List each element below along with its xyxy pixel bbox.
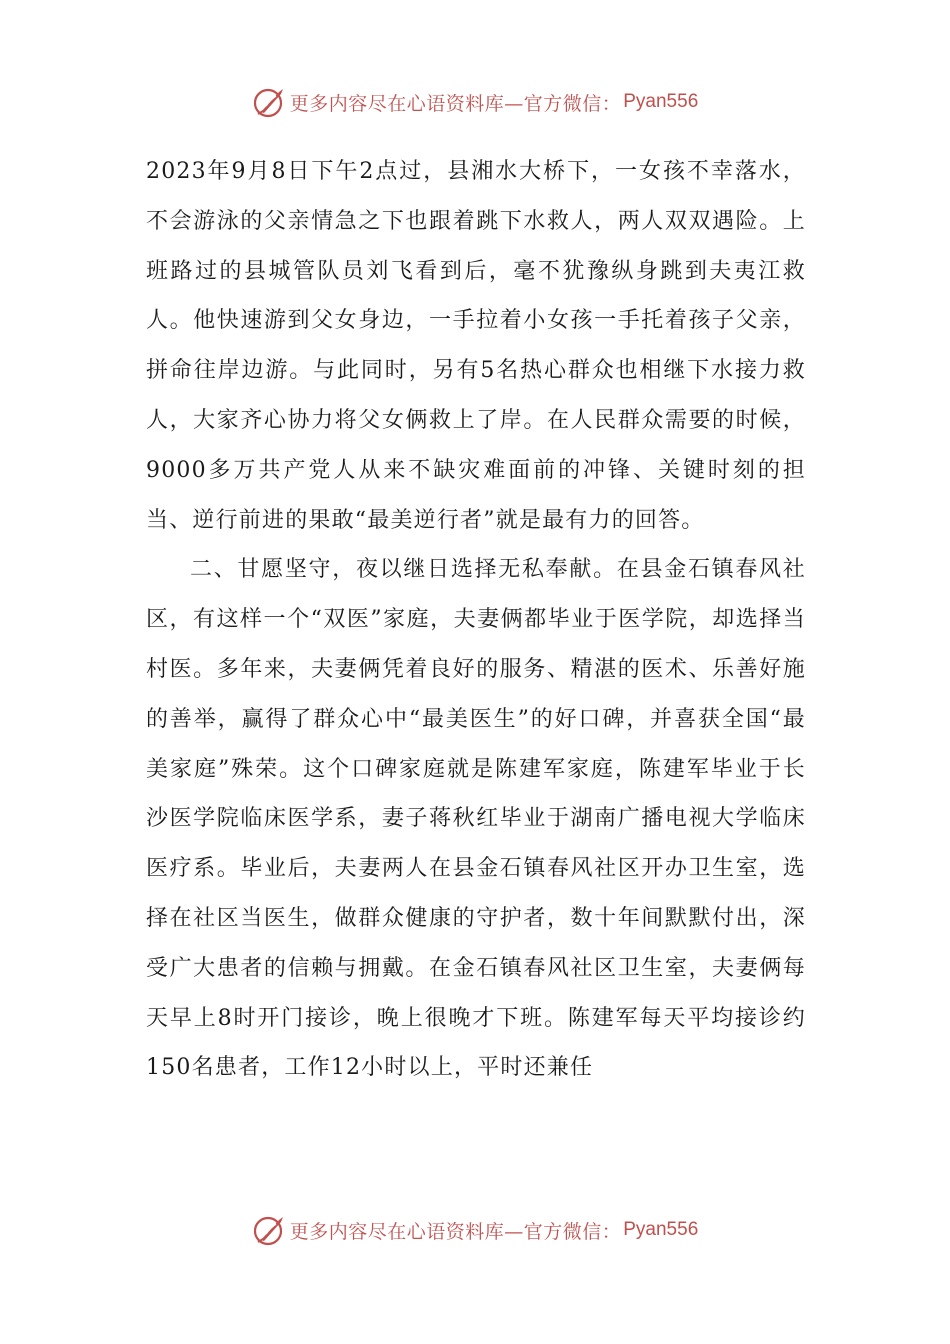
paragraph-2: 二、甘愿坚守，夜以继日选择无私奉献。在县金石镇春风社区，有这样一个“双医”家庭，夫妻俩都毕业于医学院，却选择当村医。多年来，夫妻俩凭着良好的服务、精湛的医术、乐善好施的善举，赢得了群众心中“最美医生”的好口碑，并喜获全国“最美家庭”殊荣。这个口碑家庭就是陈建军家庭，陈建军毕业于长沙医学院临床医学系，妻子蒋秋红毕业于湖南广播电视大学临床医疗系。毕业后，夫妻两人在县金石镇春风社区开办卫生室，选择在社区当医生，做群众健康的守护者，数十年间默默付出，深受广大患者的信赖与拥戴。在金石镇春风社区卫生室，夫妻俩每天早上8时开门接诊，晚上很晚才下班。陈建军每天平均接诊约150名患者，工作12小时以上，平时还兼任 xyxy=(146,557,806,1081)
watermark-text: 更多内容尽在心语资料库—官方微信： xyxy=(289,92,622,115)
quill-pen-logo-icon xyxy=(252,84,288,120)
paragraph-1: 2023年9月8日下午2点过，县湘水大桥下，一女孩不幸落水，不会游泳的父亲情急之下也跟着跳下水救人，两人双双遇险。上班路过的县城管队员刘飞看到后，毫不犹豫纵身跳到夫夷江救人。他快速游到父女身边，一手拉着小女孩一手托着孩子父亲，拼命往岸边游。与此同时，另有5名热心群众也相继下水接力救人，大家齐心协力将父女俩救上了岸。在人民群众需要的时候，9000多万共产党人从来不缺灾难面前的冲锋、关键时刻的担当、逆行前进的果敢“最美逆行者”就是最有力的回答。 xyxy=(146,159,806,533)
document-body xyxy=(146,147,806,1093)
watermark-id: Pyan556 xyxy=(623,91,699,112)
quill-pen-logo-icon xyxy=(252,1212,288,1248)
header-watermark xyxy=(0,82,950,122)
footer-watermark xyxy=(0,1210,950,1250)
watermark-id: Pyan556 xyxy=(623,1219,699,1240)
watermark-text: 更多内容尽在心语资料库—官方微信： xyxy=(289,1220,622,1243)
